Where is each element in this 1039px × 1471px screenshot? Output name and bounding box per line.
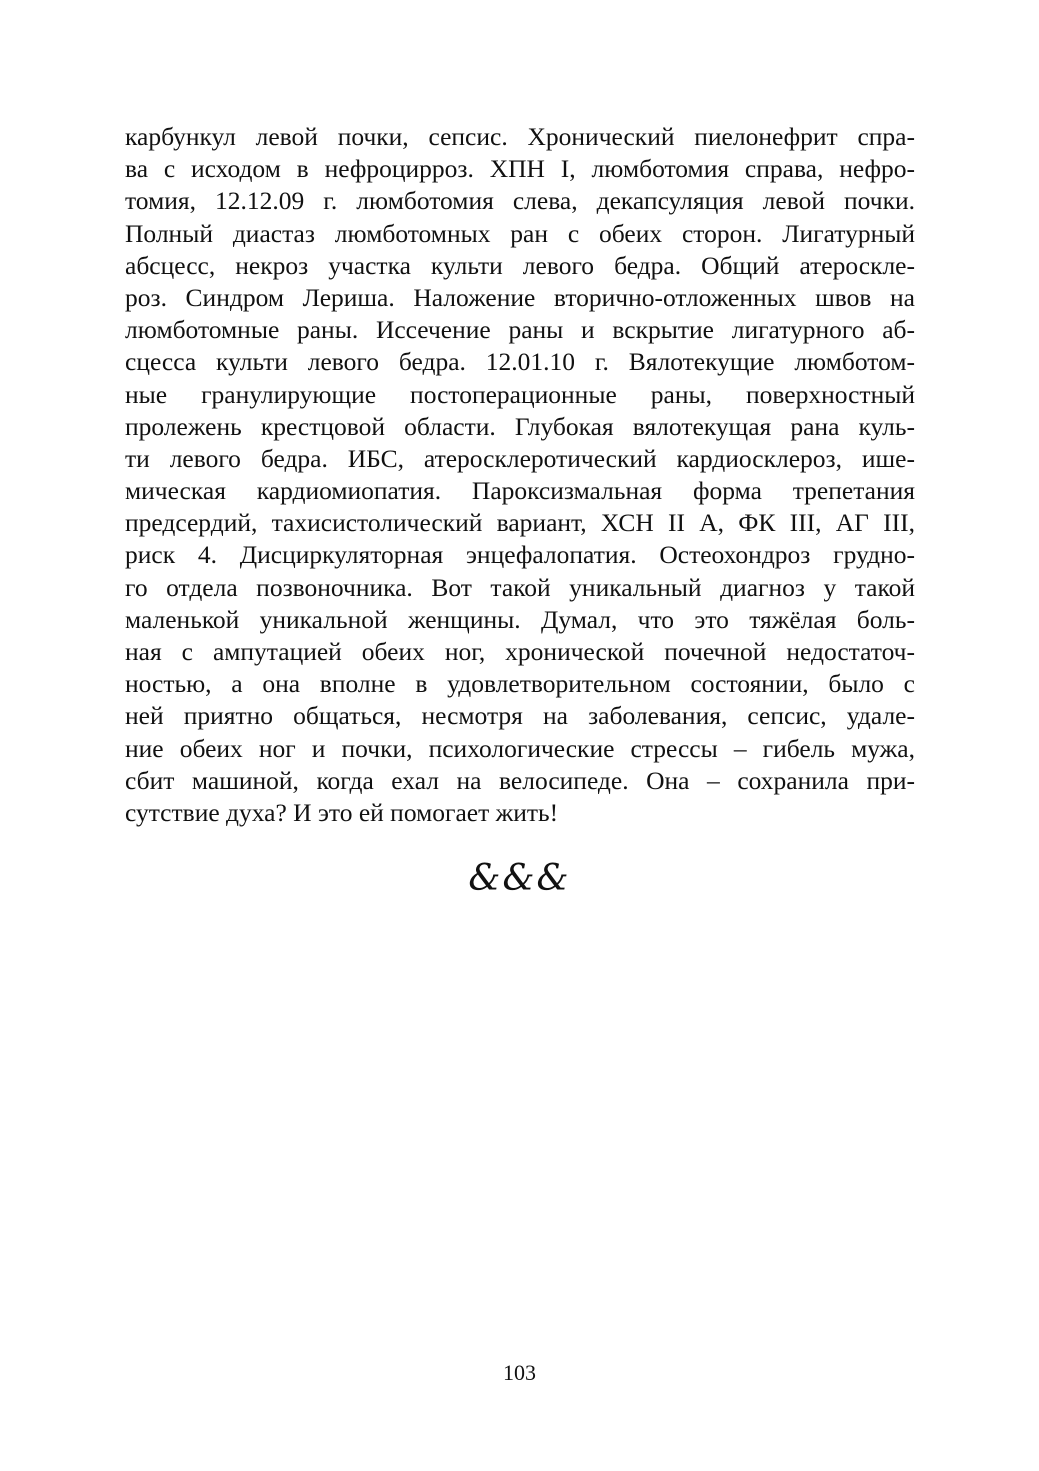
text-line: ти левого бедра. ИБС, атеросклеротический кардиосклероз, ише- [125,443,915,473]
text-line: ная с ампутацией обеих ног, хронической почечной недостаточ- [125,637,915,666]
text-line-last: сутствие духа? И это ей помогает жить! [125,797,559,827]
text-line: ные гранулирующие постоперационные раны, поверхностный [125,379,915,409]
text-line: ва с исходом в нефроцирроз. ХПН I, люмботомия справа, нефро- [125,154,915,184]
section-divider-ornament: &&& [468,858,571,899]
text-line: пролежень крестцовой области. Глубокая вялотекущая рана куль- [125,411,915,441]
text-line: го отдела позвоночника. Вот такой уникальный диагноз у такой [125,572,915,602]
text-line: ней приятно общаться, несмотря на заболевания, сепсис, удале- [125,701,915,731]
text-line: ние обеих ног и почки, психологические стрессы – гибель мужа, [125,733,915,763]
text-line: Полный диастаз люмботомных ран с обеих сторон. Лигатурный [125,218,915,248]
body-text [125,121,915,829]
text-line: люмботомные раны. Иссечение раны и вскрытие лигатурного аб- [125,315,915,345]
page-number: 103 [503,1360,536,1385]
text-line: карбункул левой почки, сепсис. Хронический пиелонефрит спра- [125,122,915,151]
text-line: томия, 12.12.09 г. люмботомия слева, декапсуляция левой почки. [125,186,915,216]
text-line: маленькой уникальной женщины. Думал, что это тяжёлая боль- [125,604,915,634]
text-line: сцесса культи левого бедра. 12.01.10 г. Вялотекущие люмботом- [125,347,915,377]
text-line: ностью, а она вполне в удовлетворительном состоянии, было с [125,669,915,699]
text-line: предсердий, тахисистолический вариант, ХСН II А, ФК III, АГ III, [125,508,915,538]
text-line: мическая кардиомиопатия. Пароксизмальная форма трепетания [125,476,915,506]
text-line: риск 4. Дисциркуляторная энцефалопатия. Остеохондроз грудно- [125,540,915,570]
text-line: сбит машиной, когда ехал на велосипеде. Она – сохранила при- [125,765,915,795]
text-line: абсцесс, некроз участка культи левого бедра. Общий атероскле- [125,250,915,280]
text-line: роз. Синдром Лериша. Наложение вторично-отложенных швов на [125,282,915,312]
